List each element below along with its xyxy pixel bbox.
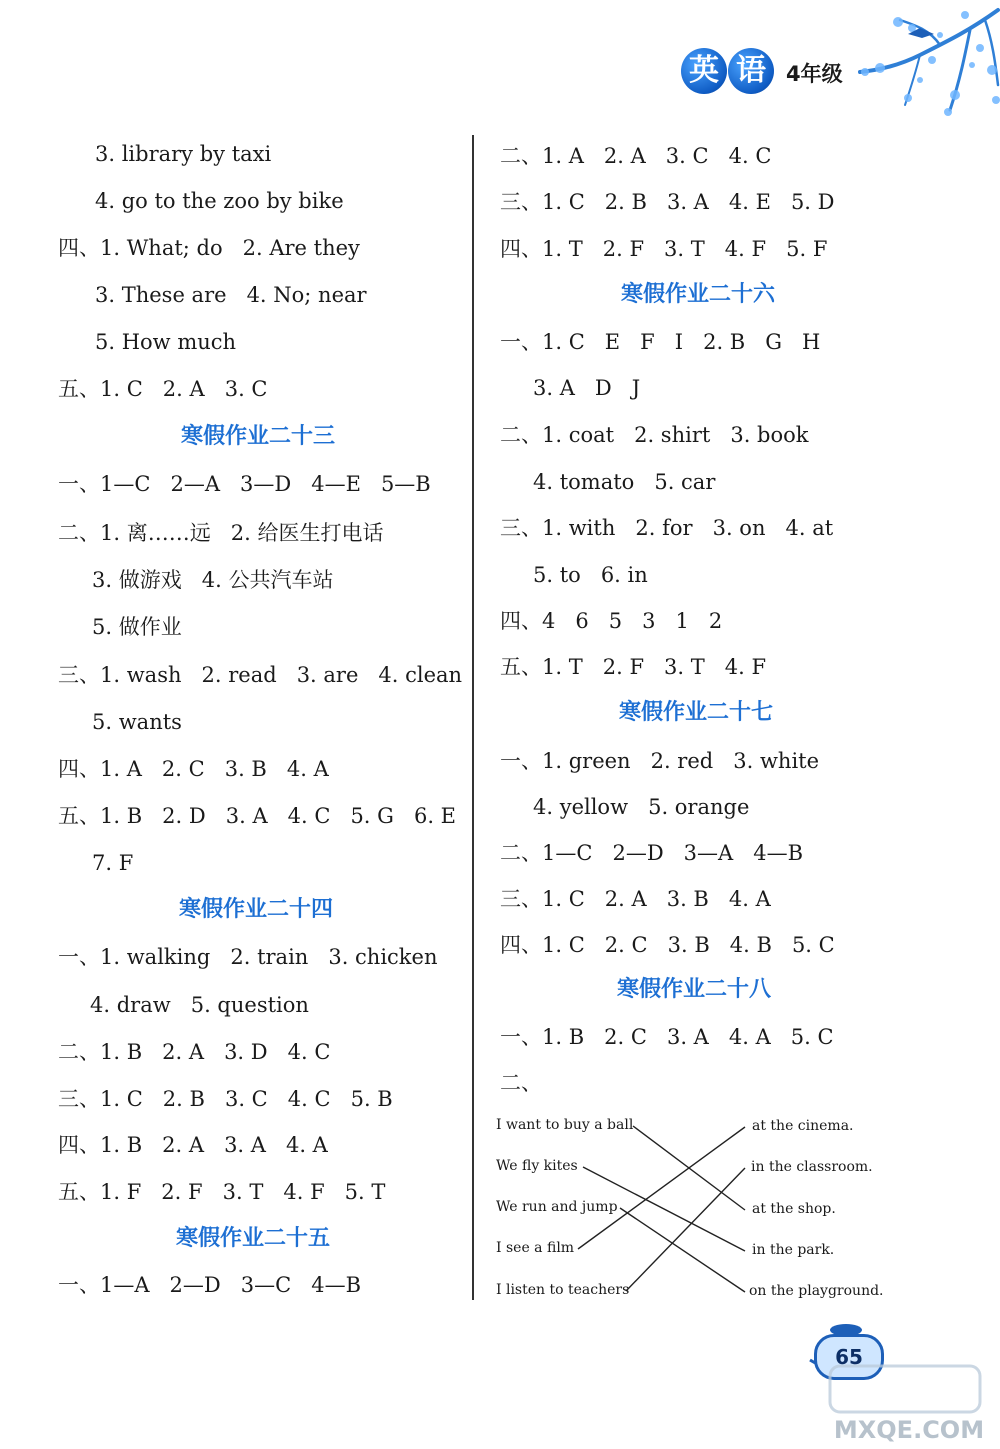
answer-line: 三、1. C 2. B 3. C 4. C 5. B bbox=[58, 1087, 393, 1111]
match-right-item: in the park. bbox=[752, 1242, 835, 1258]
answer-line: 五、1. F 2. F 3. T 4. F 5. T bbox=[58, 1180, 386, 1204]
answer-line: 3. A D J bbox=[533, 376, 641, 400]
section-title: 寒假作业二十五 bbox=[175, 1226, 331, 1251]
match-right-item: at the shop. bbox=[752, 1201, 836, 1217]
answer-line: 3. These are 4. No; near bbox=[95, 283, 367, 307]
match-left-item: I want to buy a ball bbox=[496, 1117, 634, 1133]
watermark-text: MXQE.COM bbox=[833, 1416, 985, 1444]
watermark-logo bbox=[818, 1362, 1000, 1449]
answer-line: 4. go to the zoo by bike bbox=[95, 189, 344, 213]
answer-line: 一、1. walking 2. train 3. chicken bbox=[58, 945, 438, 969]
section-title: 寒假作业二十六 bbox=[620, 282, 776, 307]
answer-line: 一、1. C E F I 2. B G H bbox=[500, 330, 821, 354]
answer-line: 5. How much bbox=[95, 330, 237, 354]
answer-line: 5. wants bbox=[92, 710, 182, 734]
answer-line: 五、1. B 2. D 3. A 4. C 5. G 6. E bbox=[58, 804, 457, 828]
section-title: 寒假作业二十四 bbox=[178, 897, 334, 922]
answer-line: 四、1. What; do 2. Are they bbox=[58, 236, 360, 260]
answer-line: 四、1. A 2. C 3. B 4. A bbox=[58, 757, 329, 781]
subject-char-2: 语 bbox=[728, 48, 774, 94]
answer-line: 三、1. wash 2. read 3. are 4. clean bbox=[58, 663, 463, 687]
answer-line: 7. F bbox=[92, 851, 134, 875]
answer-line: 三、1. with 2. for 3. on 4. at bbox=[500, 516, 834, 540]
answer-line: 二、1. 离……远 2. 给医生打电话 bbox=[58, 521, 384, 545]
answer-line: 5. to 6. in bbox=[533, 563, 648, 587]
answer-line: 二、 bbox=[500, 1071, 542, 1095]
match-left-item: I see a film bbox=[496, 1240, 575, 1256]
match-right-item: on the playground. bbox=[749, 1283, 884, 1299]
answer-line: 一、1—C 2—A 3—D 4—E 5—B bbox=[58, 472, 431, 496]
answer-line: 四、1. T 2. F 3. T 4. F 5. F bbox=[500, 237, 828, 261]
answer-line: 二、1. B 2. A 3. D 4. C bbox=[58, 1040, 331, 1064]
match-left-item: We run and jump bbox=[496, 1199, 618, 1215]
answer-line: 4. draw 5. question bbox=[90, 993, 309, 1017]
answer-line: 二、1—C 2—D 3—A 4—B bbox=[500, 841, 804, 865]
match-right-item: in the classroom. bbox=[751, 1159, 873, 1175]
match-connector bbox=[626, 1168, 745, 1291]
answer-line: 5. 做作业 bbox=[92, 615, 182, 639]
section-title: 寒假作业二十八 bbox=[616, 977, 772, 1002]
grade-label: 4年级 bbox=[786, 62, 843, 86]
section-title: 寒假作业二十七 bbox=[618, 700, 774, 725]
answer-line: 3. library by taxi bbox=[95, 142, 272, 166]
answer-line: 二、1. coat 2. shirt 3. book bbox=[500, 423, 809, 447]
answer-line: 三、1. C 2. A 3. B 4. A bbox=[500, 887, 771, 911]
answer-line: 3. 做游戏 4. 公共汽车站 bbox=[92, 568, 334, 592]
answer-line: 4. tomato 5. car bbox=[533, 470, 716, 494]
match-connector bbox=[620, 1208, 745, 1292]
answer-line: 4. yellow 5. orange bbox=[533, 795, 750, 819]
subject-char-1: 英 bbox=[681, 48, 727, 94]
section-title: 寒假作业二十三 bbox=[180, 424, 336, 449]
answer-line: 五、1. T 2. F 3. T 4. F bbox=[500, 655, 767, 679]
answer-line: 一、1—A 2—D 3—C 4—B bbox=[58, 1273, 362, 1297]
match-left-item: We fly kites bbox=[496, 1158, 578, 1174]
match-connector bbox=[578, 1127, 745, 1249]
page-number: 65 bbox=[814, 1334, 884, 1380]
answer-line: 四、1. C 2. C 3. B 4. B 5. C bbox=[500, 933, 835, 957]
answer-line: 一、1. B 2. C 3. A 4. A 5. C bbox=[500, 1025, 834, 1049]
answer-line: 四、4 6 5 3 1 2 bbox=[500, 609, 723, 633]
match-left-item: I listen to teachers bbox=[496, 1282, 630, 1298]
answer-line: 三、1. C 2. B 3. A 4. E 5. D bbox=[500, 190, 835, 214]
answer-line: 四、1. B 2. A 3. A 4. A bbox=[58, 1133, 328, 1157]
match-right-item: at the cinema. bbox=[752, 1118, 854, 1134]
answer-line: 二、1. A 2. A 3. C 4. C bbox=[500, 144, 772, 168]
answer-line: 五、1. C 2. A 3. C bbox=[58, 377, 268, 401]
answer-line: 一、1. green 2. red 3. white bbox=[500, 749, 820, 773]
